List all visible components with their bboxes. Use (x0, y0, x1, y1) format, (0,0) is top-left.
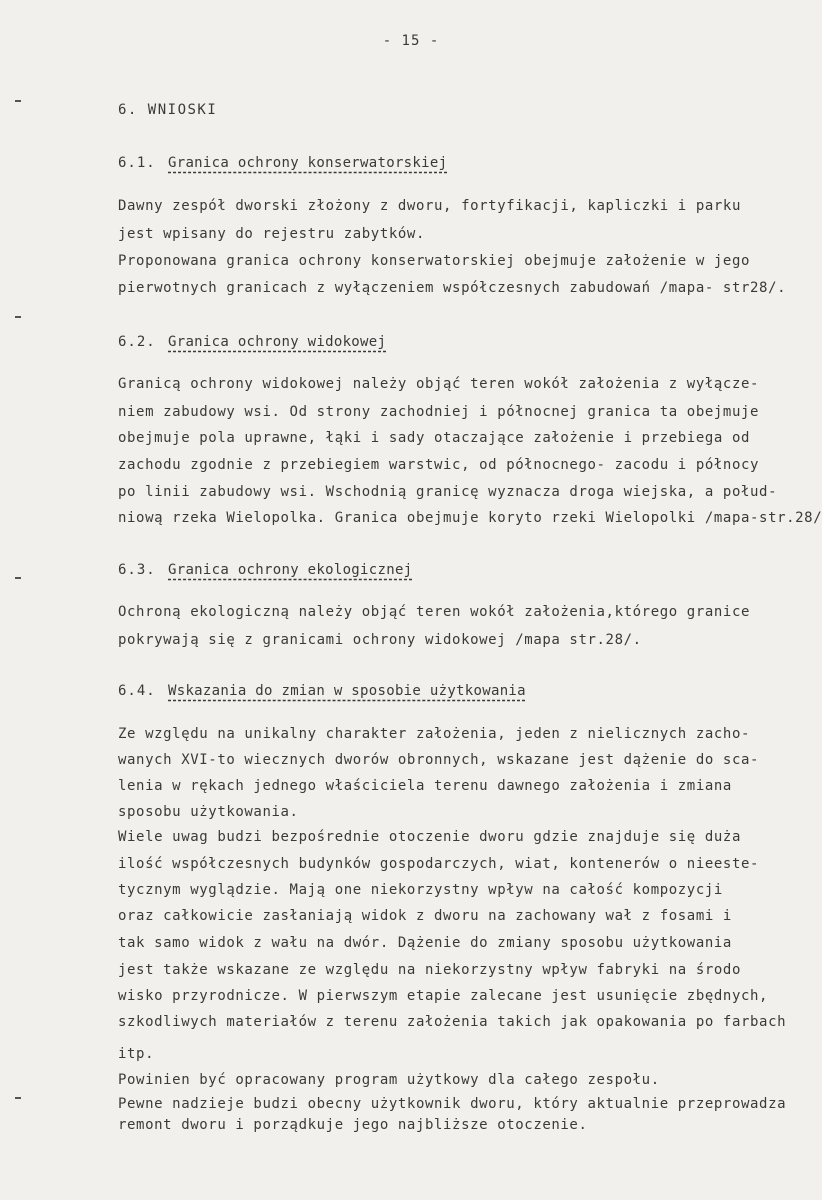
section-title: Granica ochrony konserwatorskiej (168, 155, 448, 171)
margin-mark (15, 1097, 21, 1099)
paragraph-line: wanych XVI-to wiecznych dworów obronnych, wskazane jest dążenie do sca- (118, 752, 760, 768)
paragraph-line: lenia w rękach jednego właściciela terenu dawnego założenia i zmiana (118, 778, 732, 794)
margin-mark (15, 577, 21, 579)
paragraph-line: jest wpisany do rejestru zabytków. (118, 226, 425, 242)
paragraph-line: Proponowana granica ochrony konserwatorskiej obejmuje założenie w jego (118, 253, 751, 269)
paragraph-line: szkodliwych materiałów z terenu założenia takich jak opakowania po farbach (118, 1014, 787, 1030)
paragraph-line: Ochroną ekologiczną należy objąć teren wokół założenia,którego granice (118, 604, 751, 620)
margin-mark (15, 316, 21, 318)
paragraph-line: wisko przyrodnicze. W pierwszym etapie zalecane jest usunięcie zbędnych, (118, 988, 769, 1004)
paragraph-line: oraz całkowicie zasłaniają widok z dworu na zachowany wał z fosami i (118, 908, 732, 924)
section-number: 6.4. (118, 683, 156, 699)
page-number: - 15 - (382, 33, 440, 49)
section-number: 6.1. (118, 155, 156, 171)
paragraph-line: tycznym wyglądzie. Mają one niekorzystny wpływ na całość kompozycji (118, 882, 723, 898)
paragraph-line: Wiele uwag budzi bezpośrednie otoczenie dworu gdzie znajduje się duża (118, 829, 741, 845)
section-heading-6-1 (118, 155, 447, 171)
paragraph-line: zachodu zgodnie z przebiegiem warstwic, od północnego- zacodu i północy (118, 457, 760, 473)
paragraph-line: Granicą ochrony widokowej należy objąć teren wokół założenia z wyłącze- (118, 376, 760, 392)
paragraph-line: Pewne nadzieje budzi obecny użytkownik dworu, który aktualnie przeprowadza (118, 1096, 787, 1112)
paragraph-line: sposobu użytkowania. (118, 804, 299, 820)
paragraph-line: ilość współczesnych budynków gospodarczych, wiat, kontenerów o nieeste- (118, 856, 760, 872)
section-title: Granica ochrony widokowej (168, 334, 387, 350)
section-title: Granica ochrony ekologicznej (168, 562, 413, 578)
paragraph-line: pierwotnych granicach z wyłączeniem współczesnych zabudowań /mapa- str28/. (118, 280, 787, 296)
paragraph-line: Ze względu na unikalny charakter założenia, jeden z nielicznych zacho- (118, 726, 751, 742)
paragraph-line: niem zabudowy wsi. Od strony zachodniej i północnej granica ta obejmuje (118, 404, 760, 420)
section-number: 6.3. (118, 562, 156, 578)
paragraph-line: tak samo widok z wału na dwór. Dążenie do zmiany sposobu użytkowania (118, 935, 732, 951)
paragraph-line: remont dworu i porządkuje jego najbliższe otoczenie. (118, 1117, 588, 1133)
paragraph-line: pokrywają się z granicami ochrony widokowej /mapa str.28/. (118, 632, 642, 648)
paragraph-line: itp. (118, 1046, 155, 1062)
margin-mark (15, 100, 21, 102)
section-number: 6.2. (118, 334, 156, 350)
paragraph-line: po linii zabudowy wsi. Wschodnią granicę wyznacza droga wiejska, a połud- (118, 484, 778, 500)
section-heading-6-4 (118, 683, 526, 699)
section-heading-6-3 (118, 562, 412, 578)
paragraph-line: Powinien być opracowany program użytkowy dla całego zespołu. (118, 1072, 660, 1088)
section-heading-6-2 (118, 334, 386, 350)
paragraph-line: obejmuje pola uprawne, łąki i sady otaczające założenie i przebiega od (118, 430, 751, 446)
chapter-heading: 6. WNIOSKI (118, 102, 218, 118)
section-title: Wskazania do zmian w sposobie użytkowania (168, 683, 526, 699)
paragraph-line: Dawny zespół dworski złożony z dworu, fortyfikacji, kapliczki i parku (118, 198, 741, 214)
paragraph-line: niową rzeka Wielopolka. Granica obejmuje koryto rzeki Wielopolki /mapa-str.28/ (118, 510, 822, 526)
paragraph-line: jest także wskazane ze względu na niekorzystny wpływ fabryki na środo (118, 962, 741, 978)
